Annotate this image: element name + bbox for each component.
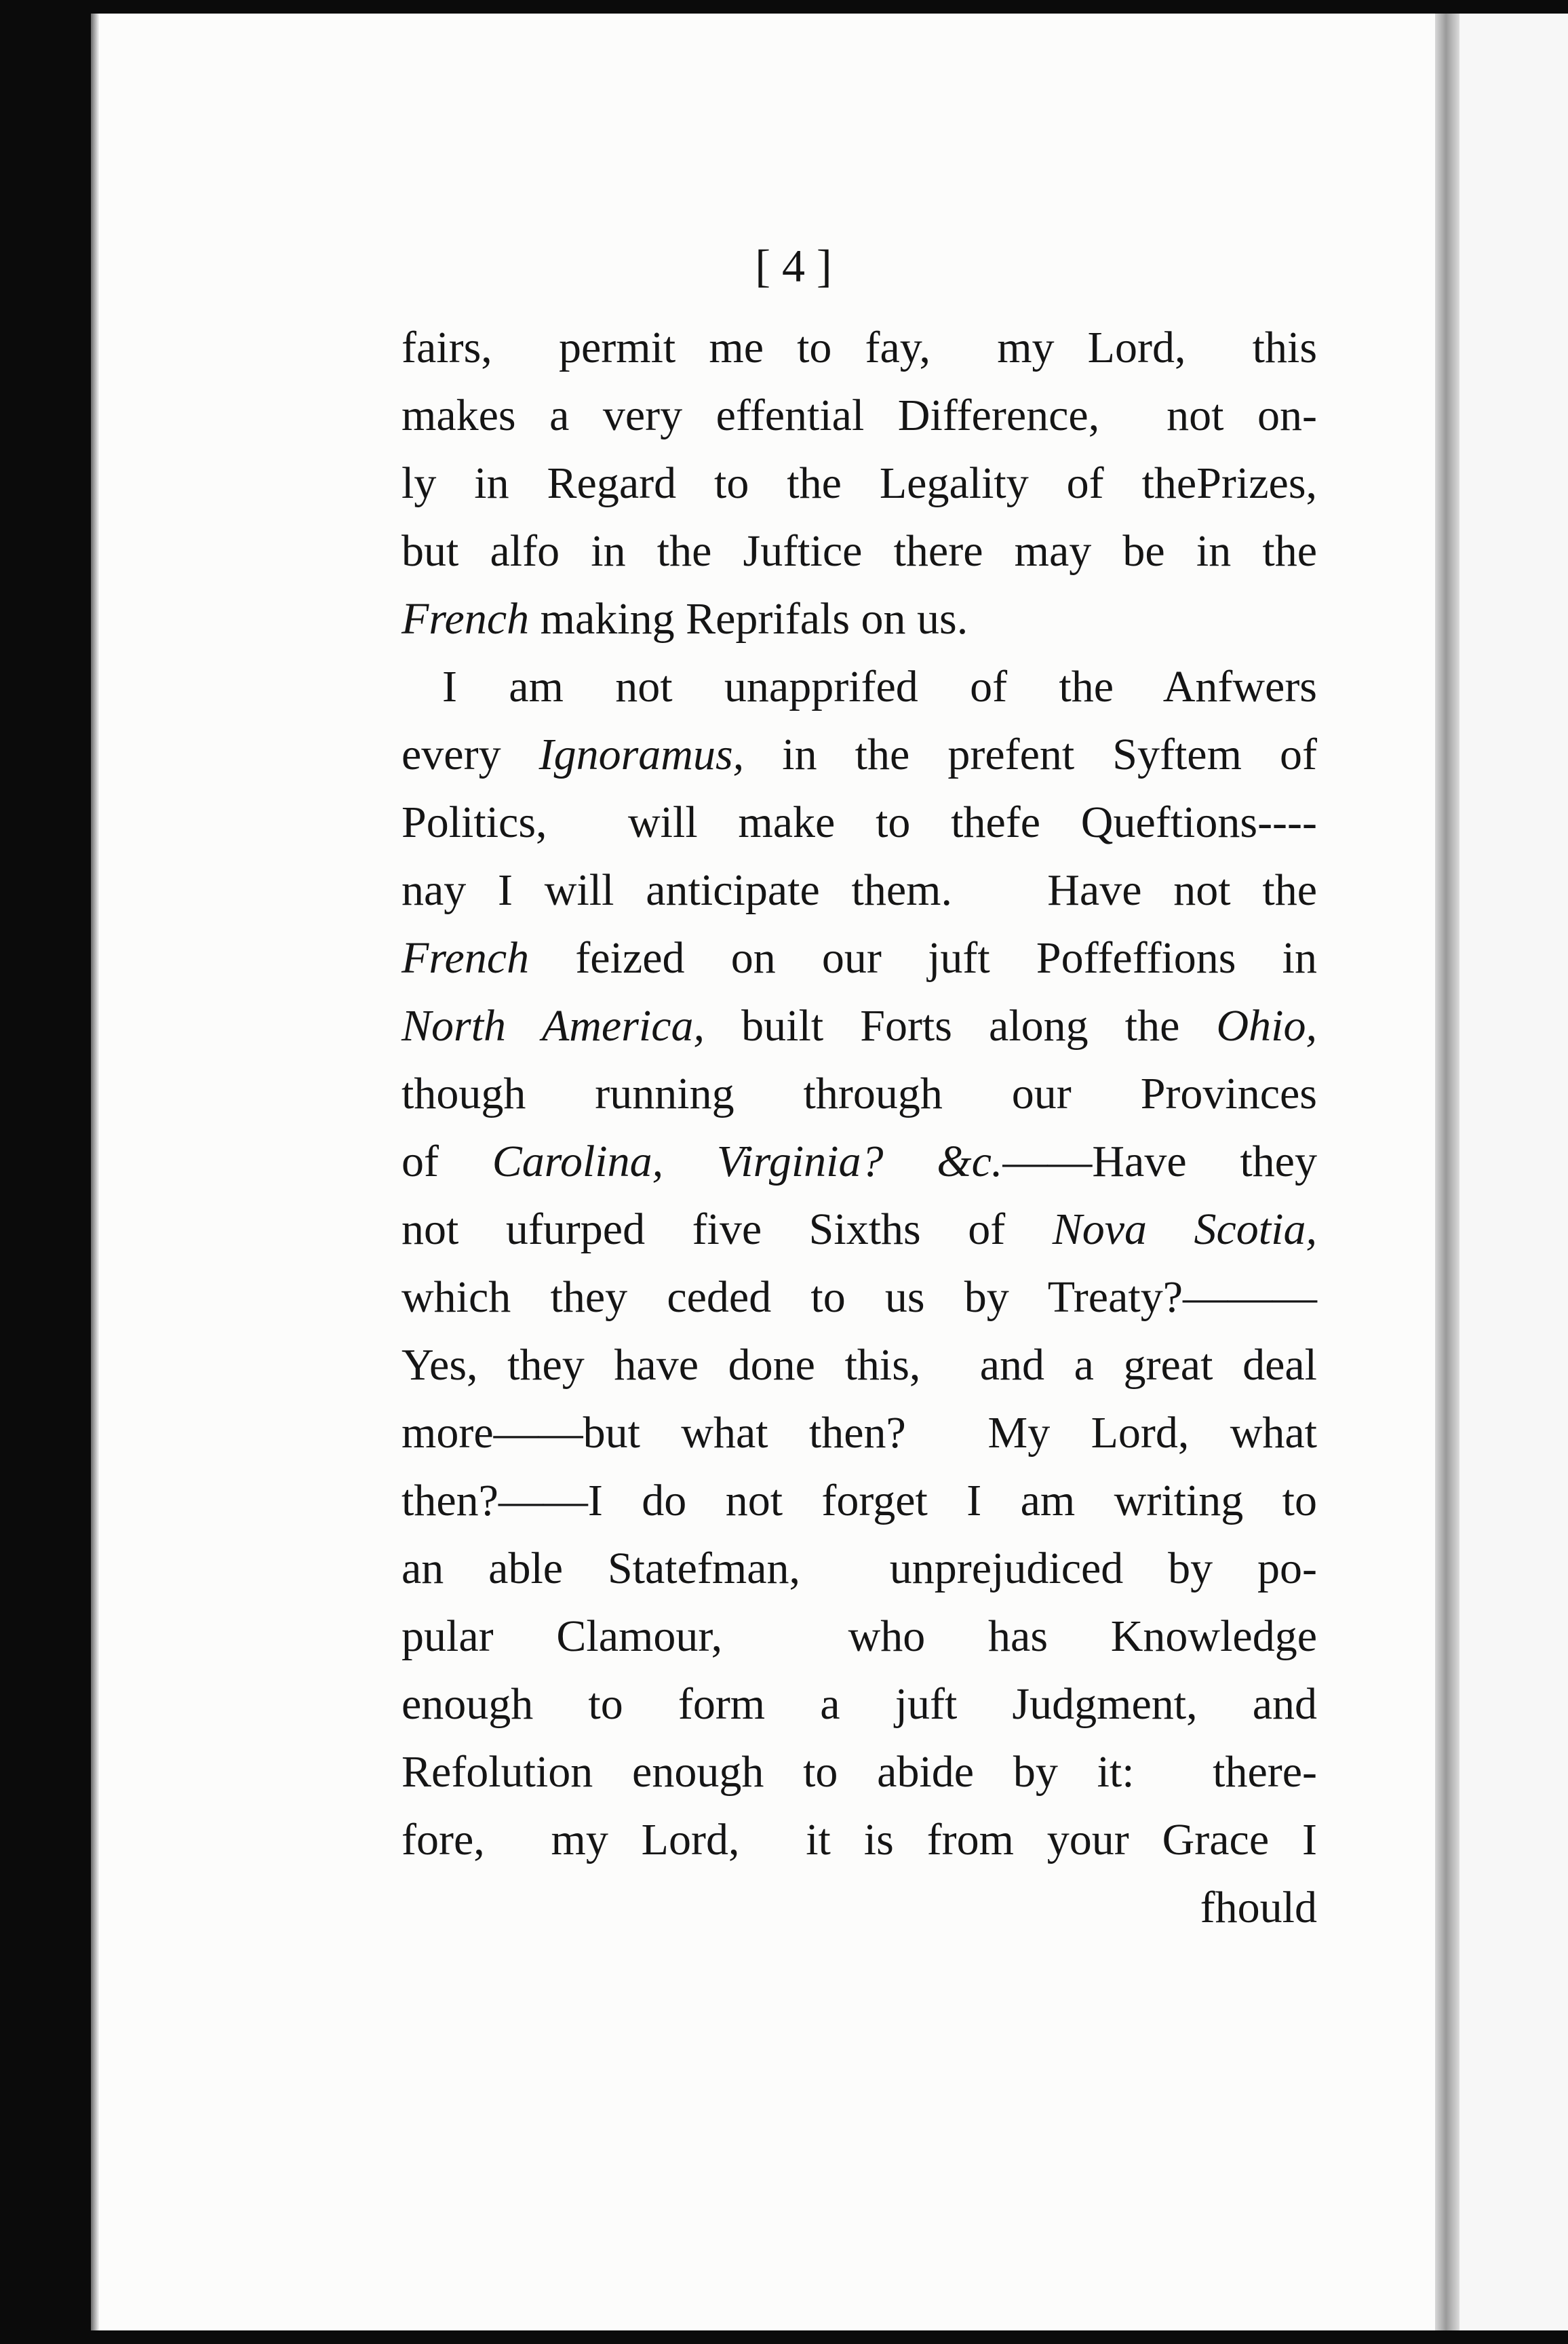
body-text	[401, 314, 1317, 1942]
facing-page-edge	[1440, 14, 1568, 2330]
text-line	[401, 1603, 1317, 1671]
text-line	[401, 1535, 1317, 1603]
text-line	[401, 1196, 1317, 1264]
text-run: built Forts along the	[705, 1001, 1217, 1051]
text-run: fairs, permit me to fay, my Lord, this	[401, 323, 1317, 372]
text-line	[401, 314, 1317, 382]
text-line	[401, 857, 1317, 924]
text-line	[401, 1874, 1317, 1942]
page-gutter-shadow	[1435, 14, 1459, 2330]
text-run: then?——I do not forget I am writing to	[401, 1476, 1317, 1525]
text-run: in the prefent Syftem of	[744, 730, 1317, 779]
text-run: which they ceded to us by Treaty?———	[401, 1272, 1317, 1322]
text-run: Politics, will make to thefe Queftions----	[401, 798, 1317, 847]
text-run: Refolution enough to abide by it: there-	[401, 1747, 1317, 1797]
text-run: an able Statefman, unprejudiced by po-	[401, 1544, 1317, 1593]
text-line	[401, 382, 1317, 450]
text-line	[401, 450, 1317, 517]
text-run: but alfo in the Juftice there may be in the	[401, 526, 1317, 576]
page-binding-edge	[91, 14, 99, 2330]
text-run: ——Have they	[1002, 1137, 1317, 1186]
text-run: pular Clamour, who has Knowledge	[401, 1612, 1317, 1661]
text-run: of	[401, 1137, 492, 1186]
text-line	[401, 924, 1317, 992]
text-line	[401, 585, 1317, 653]
text-line	[401, 1060, 1317, 1128]
text-run: ly in Regard to the Legality of thePrizes,	[401, 458, 1317, 508]
text-line	[401, 653, 1317, 721]
text-line	[401, 1128, 1317, 1196]
text-line	[401, 1264, 1317, 1331]
text-run: fhould	[1200, 1883, 1317, 1932]
text-run: fore, my Lord, it is from your Grace I	[401, 1815, 1317, 1864]
text-line	[401, 992, 1317, 1060]
italic-text-run: Nova Scotia,	[1052, 1205, 1317, 1254]
text-line	[401, 1331, 1317, 1399]
italic-text-run: Ohio,	[1216, 1001, 1317, 1051]
text-line	[401, 789, 1317, 857]
page-number: [ 4 ]	[755, 240, 832, 292]
text-run: making Reprifals on us.	[529, 594, 968, 644]
italic-text-run: French	[401, 594, 530, 644]
text-run: makes a very effential Difference, not on-	[401, 391, 1317, 440]
text-line	[401, 1738, 1317, 1806]
italic-text-run: Ignoramus,	[538, 730, 745, 779]
text-line	[401, 1467, 1317, 1535]
text-line	[401, 1806, 1317, 1874]
text-line	[401, 721, 1317, 789]
text-run: nay I will anticipate them. Have not the	[401, 865, 1317, 915]
text-line	[401, 1671, 1317, 1738]
text-run: I am not unapprifed of the Anfwers	[442, 662, 1317, 711]
text-run: more——but what then? My Lord, what	[401, 1408, 1317, 1458]
text-run: feized on our juft Poffeffions in	[529, 933, 1317, 983]
italic-text-run: North America,	[401, 1001, 705, 1051]
italic-text-run: Carolina, Virginia? &c.	[492, 1137, 1003, 1186]
text-line	[401, 517, 1317, 585]
text-run: though running through our Provinces	[401, 1069, 1317, 1118]
text-run: enough to form a juft Judgment, and	[401, 1679, 1317, 1729]
text-line	[401, 1399, 1317, 1467]
text-run: not ufurped five Sixths of	[401, 1205, 1053, 1254]
text-run: Yes, they have done this, and a great deal	[401, 1340, 1317, 1390]
text-run: every	[401, 730, 539, 779]
italic-text-run: French	[401, 933, 530, 983]
